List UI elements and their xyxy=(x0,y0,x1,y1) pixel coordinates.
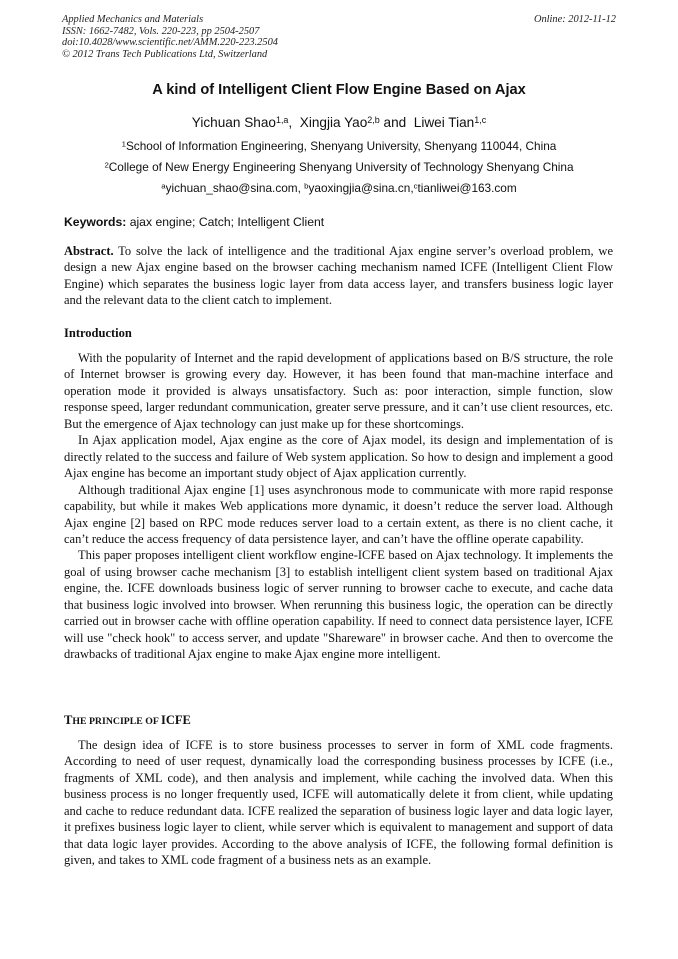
email-address: yichuan_shao@sina.com, xyxy=(165,181,305,195)
section-heading-introduction: Introduction xyxy=(64,326,132,340)
paragraph: This paper proposes intelligent client workflow engine-ICFE based on Ajax technology. It implements the goal of using browser cache mechanism [3] to establish intelligent client system based on traditional Ajax engine, the. ICFE downloads business logic of server running to browser cache to execute, and cache data that business logic involved into browser. When rerunning this business logic, the operation can be directly carried out in browser cache with offline operation capability. If need to connect data persistence layer, ICFE will use "check hook" to access server, and update "Shareware" in browser cache. And then to overcome the drawbacks of traditional Ajax engine to make Ajax engine more intelligent. xyxy=(64,548,613,662)
affiliation-2 xyxy=(0,160,678,174)
author-name: Liwei Tian xyxy=(413,115,475,130)
author-emails xyxy=(0,181,678,195)
abstract-text: To solve the lack of intelligence and the traditional Ajax engine server’s overload problem, we design a new Ajax engine based on the browser caching mechanism named ICFE (Intelligent Client Flow Engine) which separates the business logic layer from data access layer, and transfers business logic layer and the relevant data to the client catch to implement. xyxy=(64,244,613,308)
author-separator: , xyxy=(288,115,300,130)
abstract-label: Abstract. xyxy=(64,244,114,258)
heading-initial: T xyxy=(64,713,73,727)
keywords-label: Keywords: xyxy=(64,215,127,229)
author-list xyxy=(0,114,678,132)
author-separator: and xyxy=(379,115,414,130)
author-affiliation-marker: 2,b xyxy=(367,114,380,125)
abstract-paragraph xyxy=(64,243,613,309)
paragraph: In Ajax application model, Ajax engine as the core of Ajax model, its design and implementation of is directly related to the success and failure of Web system application. So how to design and implement a good Ajax engine has become an important study object of Ajax application currently. xyxy=(64,433,613,481)
author-affiliation-marker: 1,a xyxy=(275,114,289,125)
keywords xyxy=(64,215,324,229)
email-marker: c xyxy=(413,181,418,191)
section-heading-principle xyxy=(64,713,191,729)
principle-body xyxy=(64,737,613,869)
doi-line: doi:10.4028/www.scientific.net/AMM.220-223.2504 xyxy=(62,37,278,49)
paragraph: With the popularity of Internet and the rapid development of applications based on B/S structure, the role of Internet browser is growing every day. However, it has been found that man-machine interface and operation mode it provided is always unsatisfactory. Such as: poor interaction, simple function, slow response speed, larger redundant communication, greater serve pressure, and it can’t use client resources, etc. But the emergence of Ajax technology can just make up for these shortcomings. xyxy=(64,351,613,431)
email-marker: a xyxy=(161,181,166,191)
journal-name: Applied Mechanics and Materials xyxy=(62,14,204,25)
affiliation-1 xyxy=(0,139,678,153)
email-address: tianliwei@163.com xyxy=(417,181,517,195)
author-affiliation-marker: 1,c xyxy=(474,114,487,125)
paragraph: Although traditional Ajax engine [1] uses asynchronous mode to communicate with more rapid response capability, but while it makes Web applications more dynamic, it doesn’t reduce the server load. Although Ajax engine [2] based on RPC mode reduces server load to a certain extent, as there is no client cache, it can’t reduce the access frequency of data persistence layer, and can’t have the offline operate capability. xyxy=(64,482,613,546)
email-address: yaoxingjia@sina.cn, xyxy=(308,181,414,195)
author-name: Xingjia Yao xyxy=(299,115,368,130)
keywords-text: ajax engine; Catch; Intelligent Client xyxy=(126,215,325,229)
email-marker: b xyxy=(304,181,309,191)
paragraph: The design idea of ICFE is to store business processes to server in form of XML code fragments. According to need of user request, dynamically load the corresponding business processes by ICFE (i.e., fragments of XML code), and then analysis and implement, while caching the involved data. When this business process is no longer frequently used, ICFE will automatically delete it from client, while updating and cache to reduce redundant data. ICFE realized the separation of business logic layer and data logic layer, it prefixes business logic layer to client, while server which is equivalent to management and support of data that data logic layer provides. According to the above analysis of ICFE, the following formal definition is given, and takes to XML code fragment of a business nets as an example. xyxy=(64,738,613,868)
copyright-line: © 2012 Trans Tech Publications Ltd, Switzerland xyxy=(62,48,268,60)
online-date: Online: 2012-11-12 xyxy=(533,14,616,25)
issn-line: ISSN: 1662-7482, Vols. 220-223, pp 2504-2507 xyxy=(62,25,260,37)
journal-header xyxy=(62,14,616,60)
affiliation-text: College of New Energy Engineering Shenyang University of Technology Shenyang China xyxy=(108,160,574,174)
author-name: Yichuan Shao xyxy=(191,115,276,130)
affiliation-marker: 2 xyxy=(104,160,109,170)
introduction-body xyxy=(64,350,613,663)
affiliation-text: School of Information Engineering, Shenyang University, Shenyang 110044, China xyxy=(125,139,557,153)
abstract xyxy=(64,243,613,309)
heading-smallcaps: HE PRINCIPLE OF xyxy=(72,716,161,727)
paper-title: A kind of Intelligent Client Flow Engine Based on Ajax xyxy=(152,82,526,98)
affiliation-marker: 1 xyxy=(121,139,126,149)
heading-acronym: ICFE xyxy=(160,713,191,727)
